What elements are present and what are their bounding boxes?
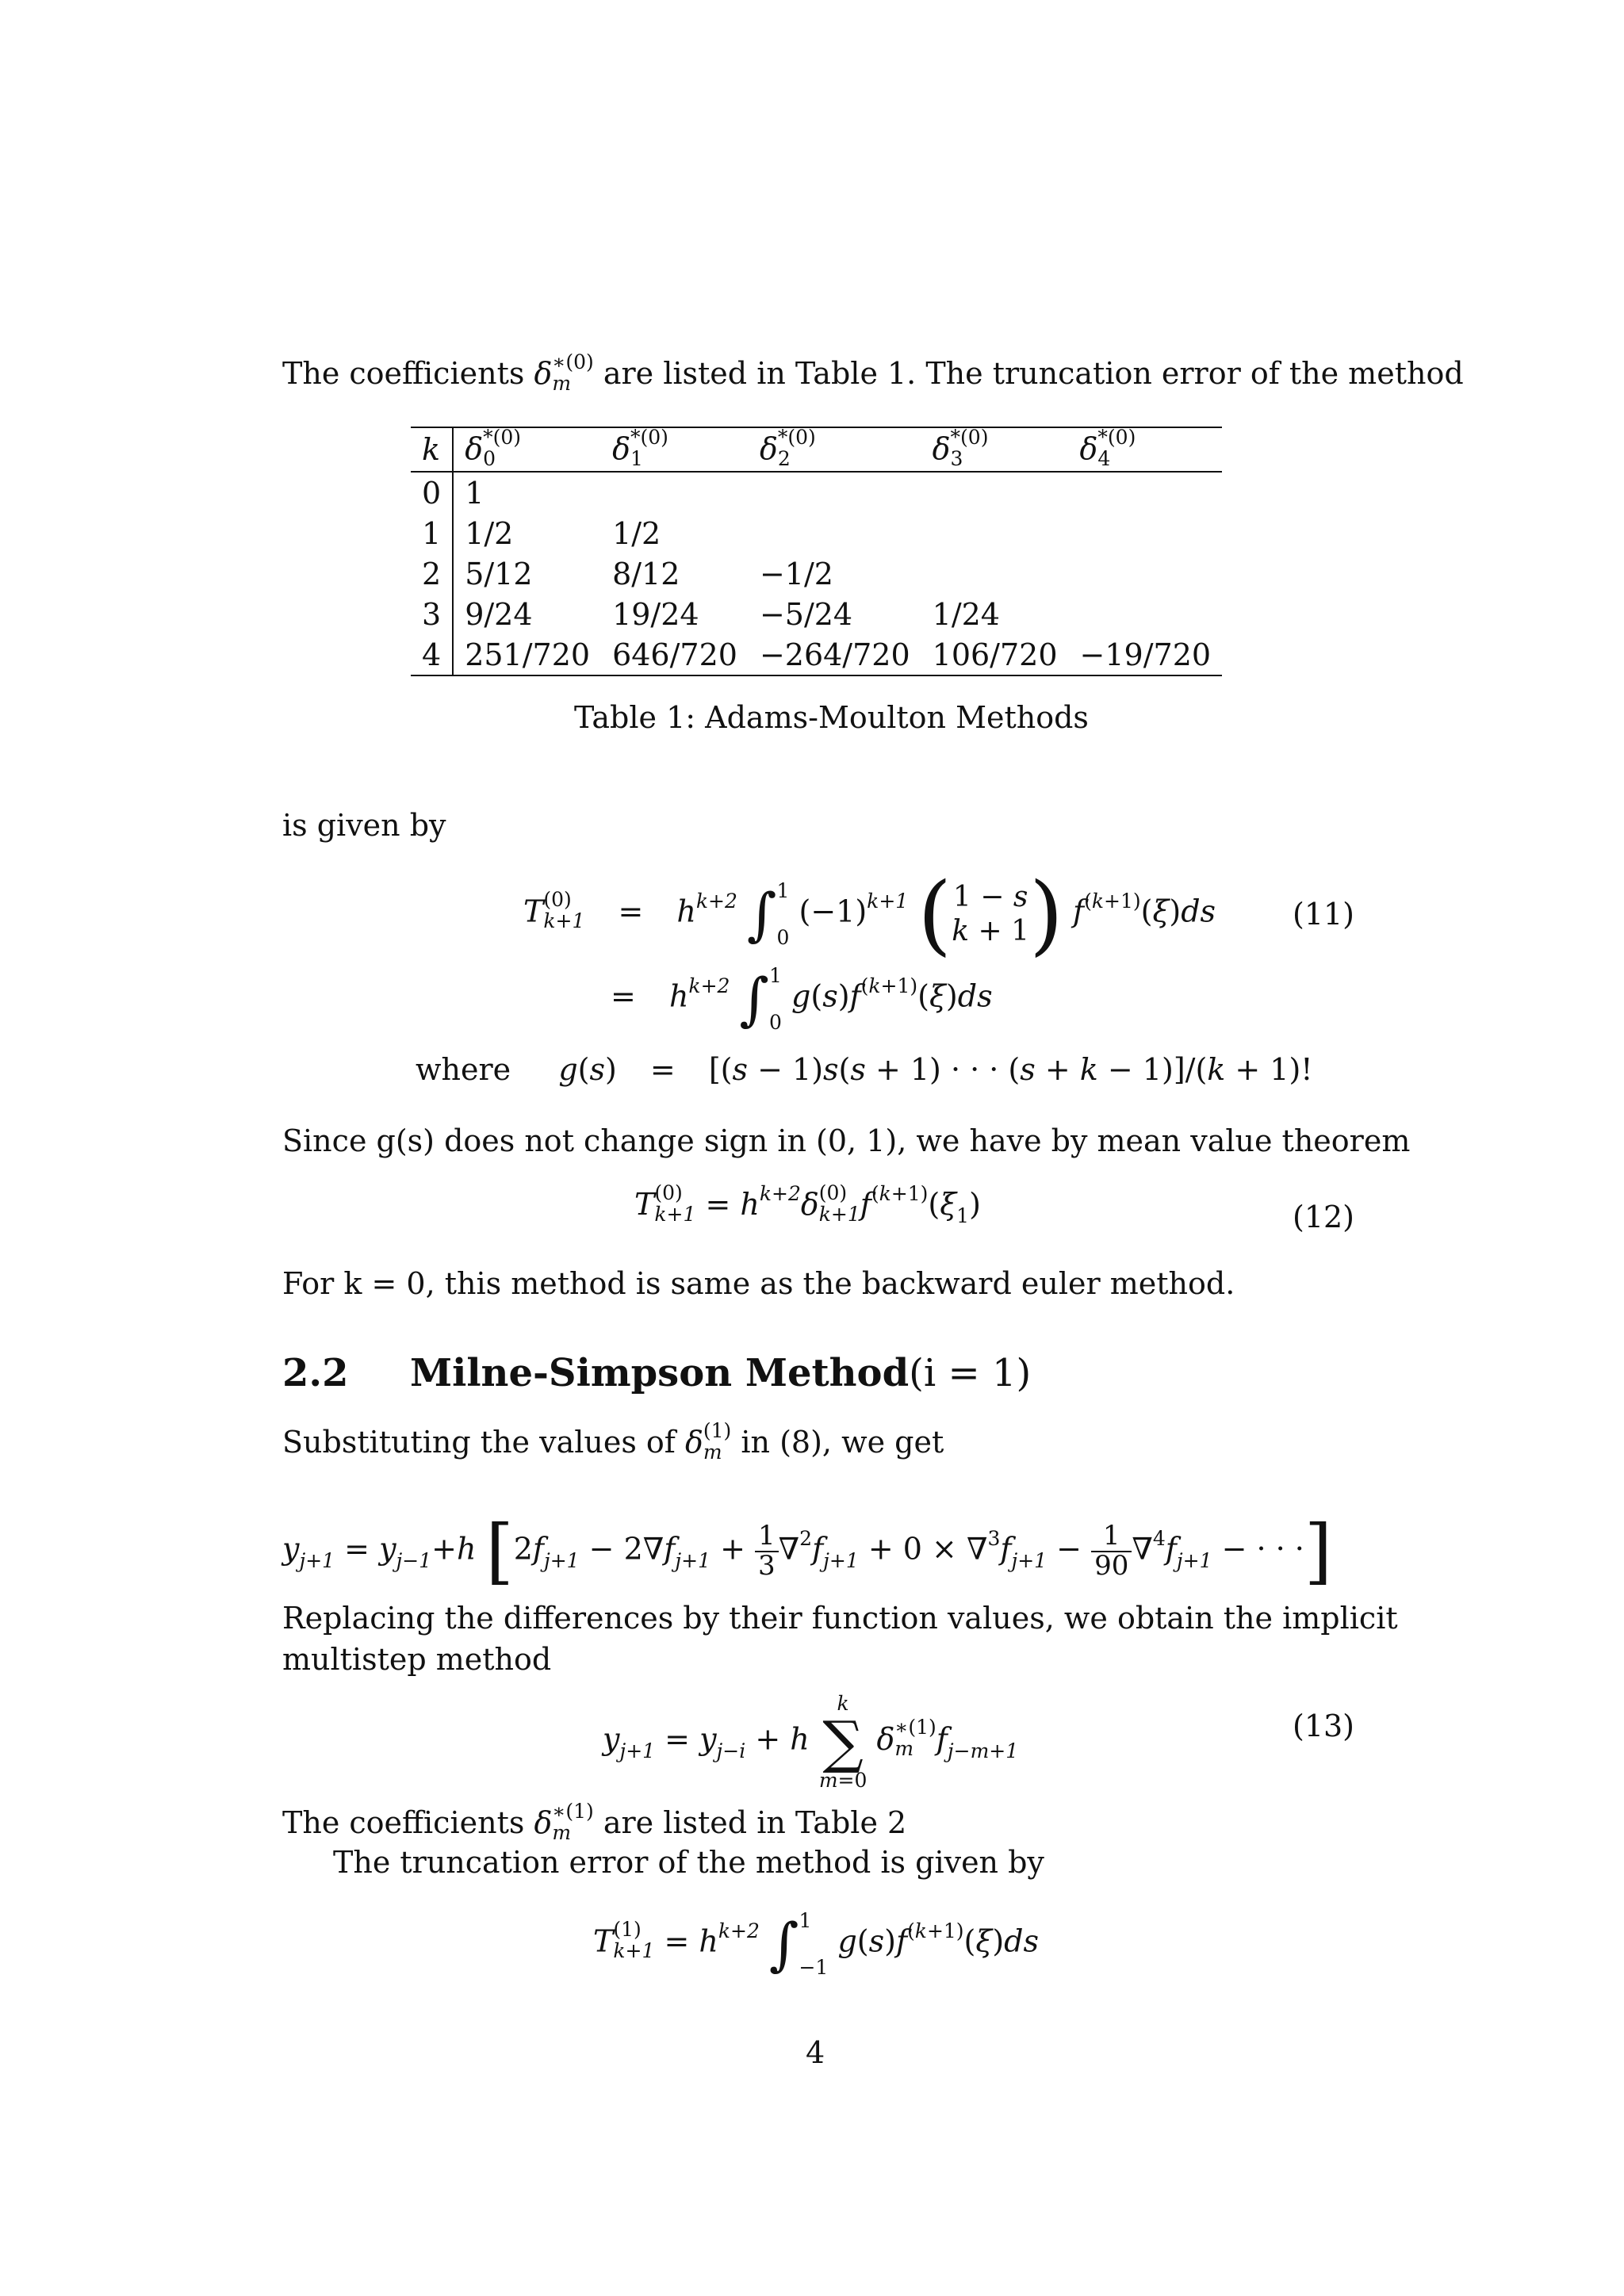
table-cell bbox=[1069, 472, 1223, 513]
table-adams-moulton bbox=[411, 427, 1222, 676]
table-cell-k: 0 bbox=[411, 472, 453, 513]
para1-pre: The coefficients bbox=[282, 356, 525, 391]
table-cell: −19/720 bbox=[1069, 634, 1223, 675]
equation-11-number: (11) bbox=[1293, 897, 1355, 932]
table-header-delta3: δ *(0) 3 bbox=[921, 427, 1069, 472]
table-cell bbox=[921, 553, 1069, 594]
section-title: Milne-Simpson Method bbox=[409, 1351, 910, 1395]
para-replacing-line2: multistep method bbox=[282, 1642, 552, 1677]
table-cell bbox=[1069, 513, 1223, 553]
para-for-k: For k = 0, this method is same as the backward euler method. bbox=[282, 1266, 1235, 1301]
table-header-delta1: δ *(0) 1 bbox=[601, 427, 749, 472]
table-cell: 1/2 bbox=[612, 515, 661, 551]
para1-post: are listed in Table 1. The truncation error of the method bbox=[603, 356, 1464, 391]
table-cell bbox=[749, 472, 921, 513]
table-cell: −5/24 bbox=[759, 596, 853, 632]
coeff2-pre: The coefficients bbox=[282, 1805, 525, 1840]
equation-11-line1: T (0) k+1 = $h^{k+2}$ ∫ 1 0 $(-1)^{k+1}$ ( 1 − s k + 1 ) $f^{(k+1)}(\xi)ds$ bbox=[523, 863, 1216, 965]
table-cell bbox=[601, 472, 749, 513]
equation-13: $y_{j+1} = y_{j-i} + h$ k ∑ m=0 δ ∗(1) m $f_{j-m+1}$ bbox=[603, 1692, 1019, 1792]
table-header-k: k bbox=[411, 427, 453, 472]
table-cell: 1 bbox=[465, 475, 485, 511]
table-row bbox=[411, 513, 1222, 553]
table-row bbox=[411, 634, 1222, 675]
section-suffix: (i = 1) bbox=[909, 1351, 1032, 1395]
table-header-delta4: δ *(0) 4 bbox=[1069, 427, 1223, 472]
section-number: 2.2 bbox=[282, 1351, 349, 1395]
table-header-delta2: δ *(0) 2 bbox=[749, 427, 921, 472]
page-number: 4 bbox=[806, 2035, 825, 2070]
para-coefficients-table1: The coefficients δ ∗(0) m are listed in Table 1. The truncation error of the method bbox=[282, 350, 1464, 395]
table-cell: −1/2 bbox=[759, 556, 833, 591]
para-since: Since g(s) does not change sign in (0, 1), we have by mean value theorem bbox=[282, 1123, 1411, 1158]
table-cell bbox=[921, 472, 1069, 513]
equation-expansion: $y_{j+1} = y_{j-1}+h$ [$2f_{j+1} - 2\nabla f_{j+1}$ + $\frac{1}{3}$ $\nabla^2f_{j+1} + 0 \times \nabla^3f_{j+1}$ − $\frac{1}{90}$ $\nabla^4f_{j+1}$ − · · ·] bbox=[282, 1510, 1333, 1593]
table-cell: 1/24 bbox=[932, 596, 1000, 632]
substituting-pre: Substituting the values of bbox=[282, 1425, 676, 1460]
table-cell bbox=[1069, 553, 1223, 594]
table-cell: −264/720 bbox=[749, 634, 921, 675]
table-header-delta0: δ *(0) 0 bbox=[453, 427, 601, 472]
table-cell bbox=[1069, 594, 1223, 634]
table-row bbox=[411, 472, 1222, 513]
section-heading bbox=[282, 1351, 1032, 1395]
table-cell: 19/24 bbox=[612, 596, 699, 632]
table-row bbox=[411, 594, 1222, 634]
table-cell-k: 1 bbox=[411, 513, 453, 553]
where-label: where bbox=[416, 1052, 511, 1087]
substituting-post: in (8), we get bbox=[741, 1425, 944, 1460]
para-substituting: Substituting the values of δ (1) m in (8), we get bbox=[282, 1418, 944, 1464]
table-cell: 251/720 bbox=[453, 634, 601, 675]
equation-12: T (0) k+1 = $h^{k+2}\delta$ (0) k+1 $f^{(k+1)}(\xi_1)$ bbox=[634, 1181, 981, 1227]
table-cell: 1/2 bbox=[465, 515, 514, 551]
table-row bbox=[411, 553, 1222, 594]
table-cell: 106/720 bbox=[921, 634, 1069, 675]
table-header-row bbox=[411, 427, 1222, 472]
table-cell-k: 2 bbox=[411, 553, 453, 594]
table-cell-k: 3 bbox=[411, 594, 453, 634]
equation-truncation-integral: T (1) k+1 = $h^{k+2}$ ∫ 1 −1 $g(s)f^{(k+1)}(\xi)ds$ bbox=[593, 1909, 1039, 1979]
table-cell bbox=[921, 513, 1069, 553]
table-cell: 9/24 bbox=[465, 596, 533, 632]
para-truncation: The truncation error of the method is given by bbox=[333, 1845, 1044, 1880]
para-coefficients-table2: The coefficients δ ∗(1) m are listed in Table 2 bbox=[282, 1799, 907, 1844]
para-is-given-by: is given by bbox=[282, 808, 446, 843]
table1-caption: Table 1: Adams-Moulton Methods bbox=[574, 700, 1089, 735]
table-cell: 646/720 bbox=[601, 634, 749, 675]
table-cell: 8/12 bbox=[612, 556, 680, 591]
coeff2-post: are listed in Table 2 bbox=[603, 1805, 907, 1840]
table-cell: 5/12 bbox=[465, 556, 533, 591]
para-replacing-line1: Replacing the differences by their function values, we obtain the implicit bbox=[282, 1601, 1398, 1636]
equation-11-line2: = $h^{k+2}$ ∫ 1 0 $g(s)f^{(k+1)}(\xi)ds$ bbox=[611, 964, 993, 1034]
table-cell-k: 4 bbox=[411, 634, 453, 675]
table-cell bbox=[749, 513, 921, 553]
equation-13-number: (13) bbox=[1293, 1709, 1355, 1743]
equation-12-number: (12) bbox=[1293, 1200, 1355, 1234]
equation-11-where: where g(s) = [(s − 1)s(s + 1) · · · (s + k − 1)]/(k + 1)! bbox=[416, 1052, 1313, 1087]
